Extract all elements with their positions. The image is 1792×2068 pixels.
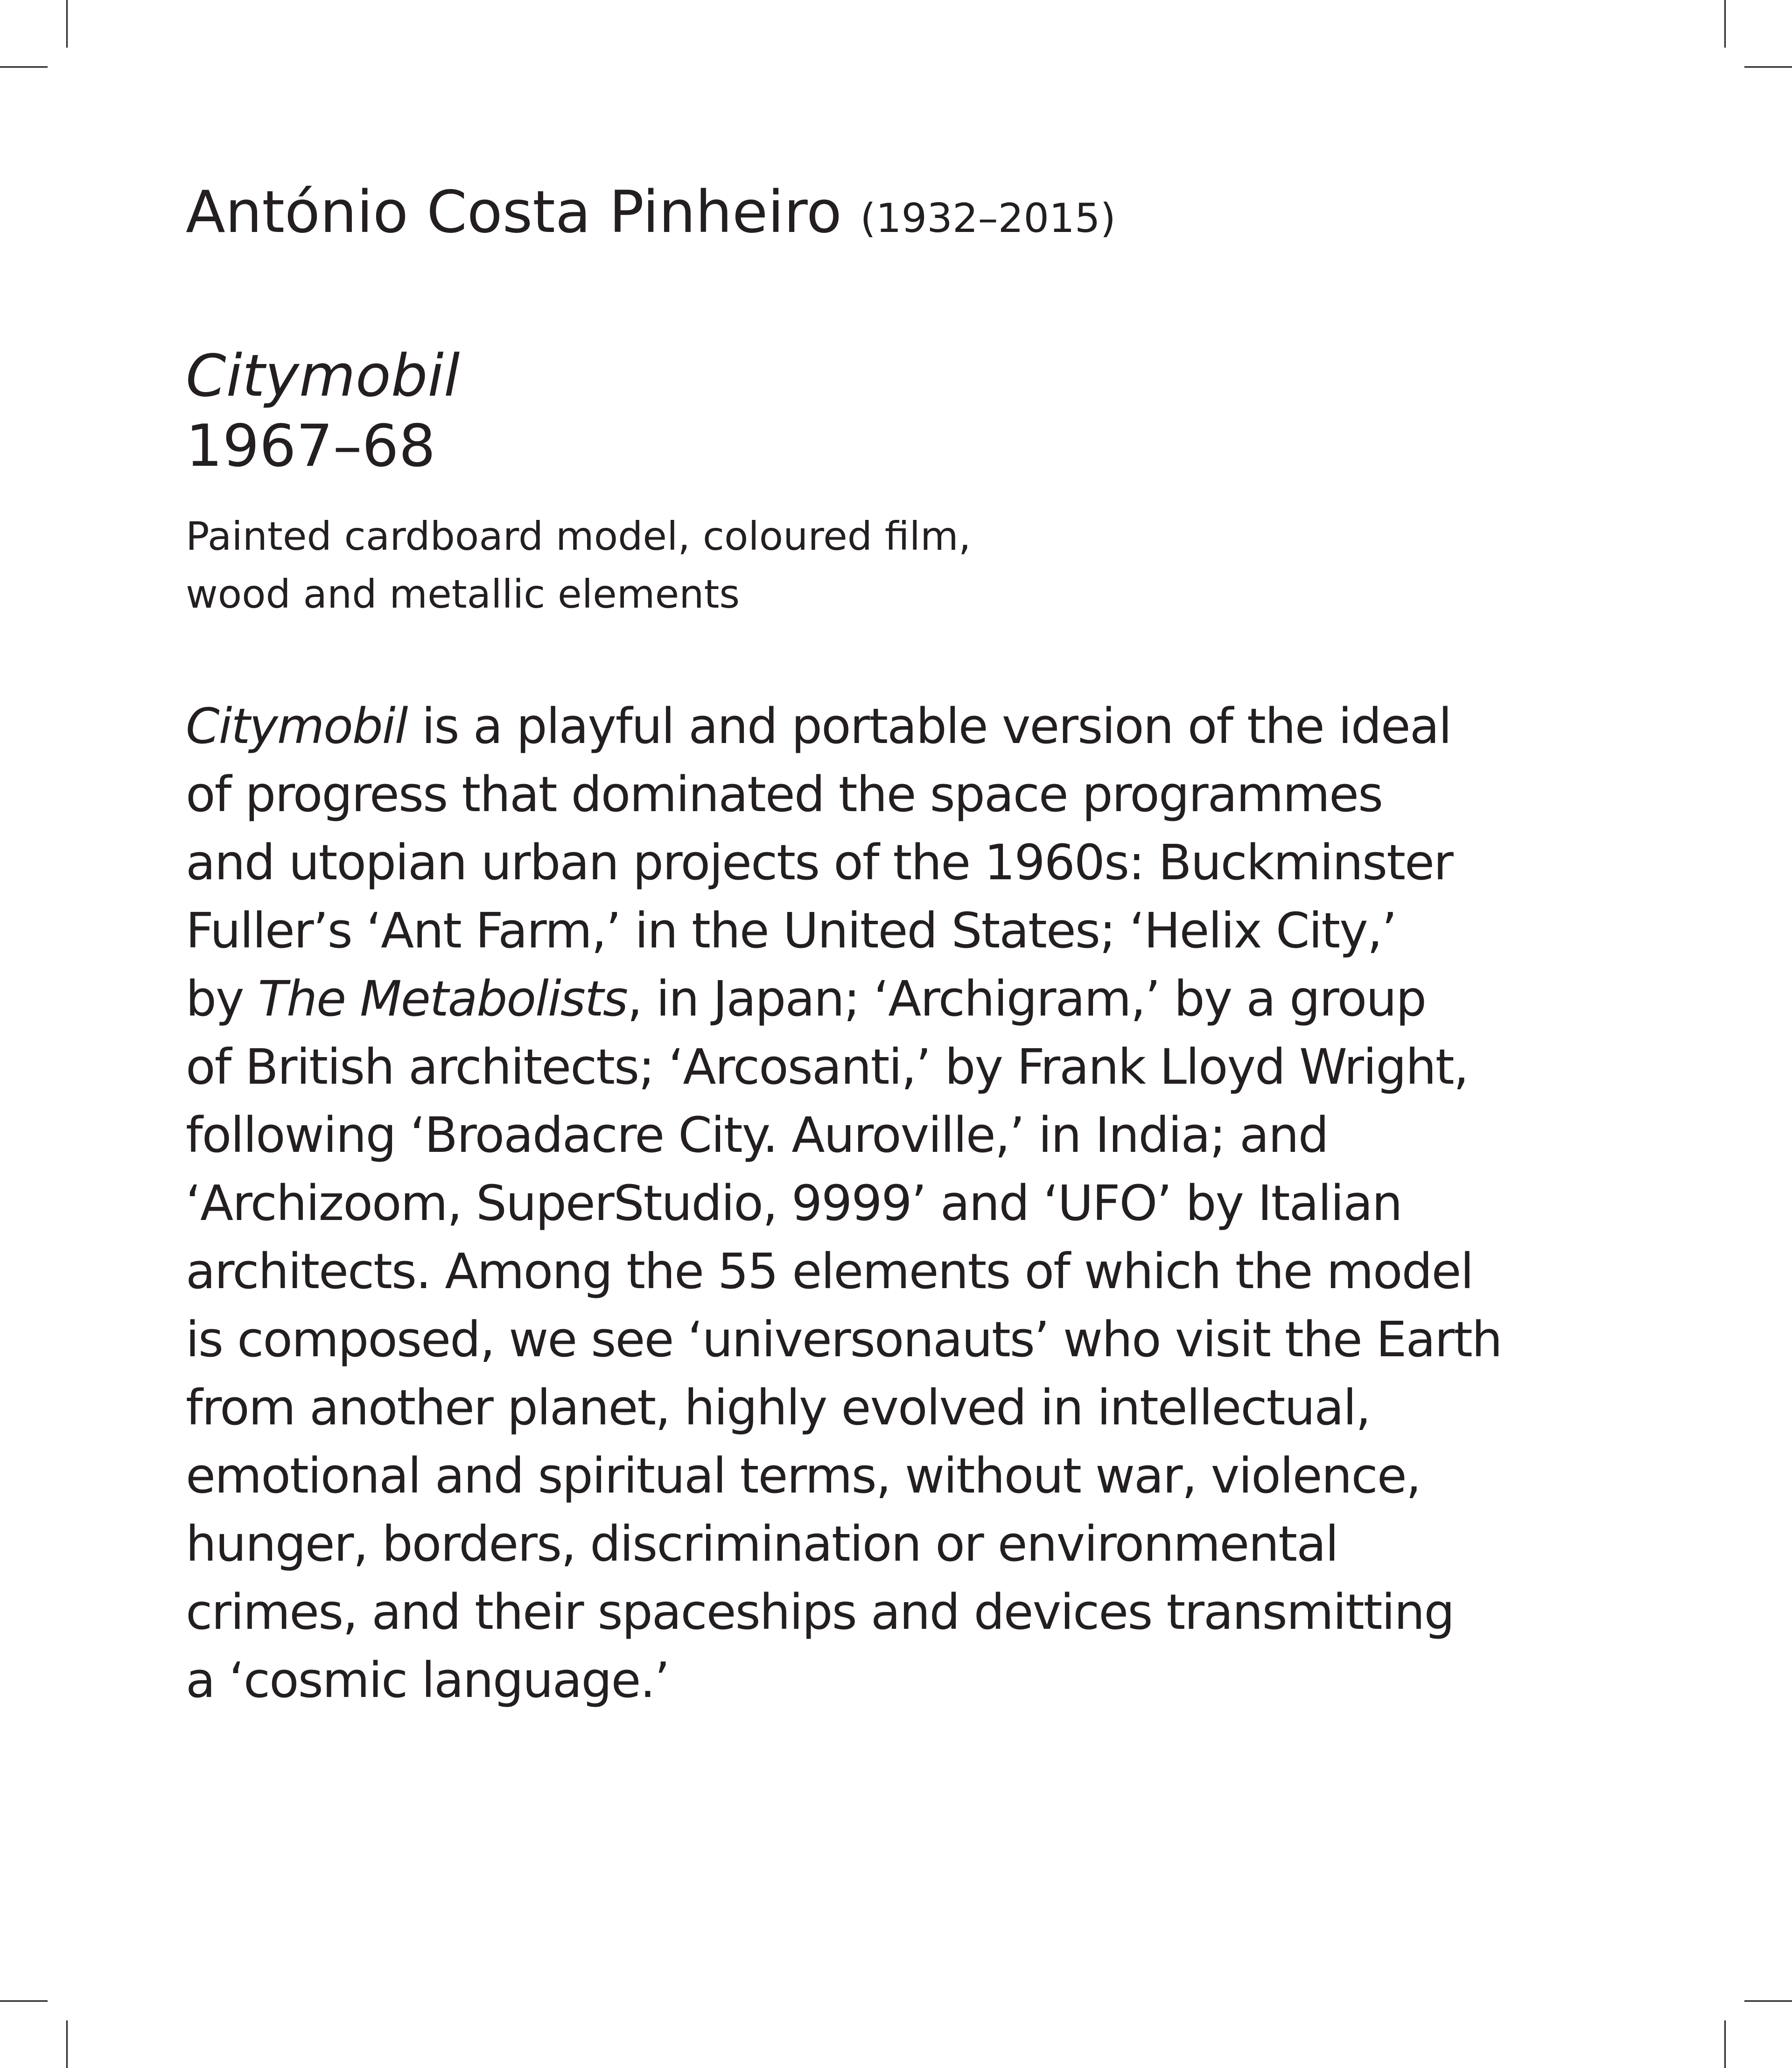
description-text <box>186 692 1632 1714</box>
description-line: ‘Archizoom, SuperStudio, 9999’ and ‘UFO’ by Italian <box>186 1175 1402 1232</box>
description-line: architects. Among the 55 elements of which the model <box>186 1243 1473 1300</box>
wall-label <box>186 177 1632 1714</box>
description-line: Citymobil is a playful and portable version of the ideal <box>186 698 1451 755</box>
artist-heading <box>186 177 1632 253</box>
description-line: emotional and spiritual terms, without war, violence, <box>186 1447 1421 1504</box>
description-line: from another planet, highly evolved in intellectual, <box>186 1379 1370 1436</box>
description-italic-group: The Metabolists <box>258 970 627 1027</box>
medium-line: wood and metallic elements <box>186 571 740 617</box>
work-title: Citymobil <box>186 343 460 410</box>
crop-mark-top-left-vertical <box>66 0 68 48</box>
description-line: by The Metabolists, in Japan; ‘Archigram,’ by a group <box>186 970 1426 1027</box>
description-line: is composed, we see ‘universonauts’ who visit the Earth <box>186 1311 1502 1368</box>
description-line: of British architects; ‘Arcosanti,’ by Frank Lloyd Wright, <box>186 1038 1468 1095</box>
crop-mark-bottom-left-vertical <box>66 2020 68 2068</box>
description-line: of progress that dominated the space programmes <box>186 766 1383 823</box>
description-line: a ‘cosmic language.’ <box>186 1652 669 1709</box>
description-line: following ‘Broadacre City. Auroville,’ in India; and <box>186 1107 1328 1164</box>
crop-mark-bottom-right-horizontal <box>1744 2000 1792 2002</box>
work-medium <box>186 507 1632 623</box>
crop-mark-top-right-vertical <box>1724 0 1726 48</box>
crop-mark-top-left-horizontal <box>0 66 48 68</box>
description-line: and utopian urban projects of the 1960s: Buckminster <box>186 834 1453 891</box>
medium-line: Painted cardboard model, coloured film, <box>186 513 971 559</box>
crop-mark-bottom-right-vertical <box>1724 2020 1726 2068</box>
artist-dates: (1932–2015) <box>860 195 1116 242</box>
description-italic-title: Citymobil <box>186 698 407 755</box>
description-line: hunger, borders, discrimination or environmental <box>186 1515 1338 1572</box>
work-date: 1967–68 <box>186 413 436 480</box>
description-line: crimes, and their spaceships and devices transmitting <box>186 1584 1454 1640</box>
description-line: Fuller’s ‘Ant Farm,’ in the United States; ‘Helix City,’ <box>186 902 1396 959</box>
crop-mark-bottom-left-horizontal <box>0 2000 48 2002</box>
artist-name: António Costa Pinheiro <box>186 179 842 246</box>
crop-mark-top-right-horizontal <box>1744 66 1792 68</box>
